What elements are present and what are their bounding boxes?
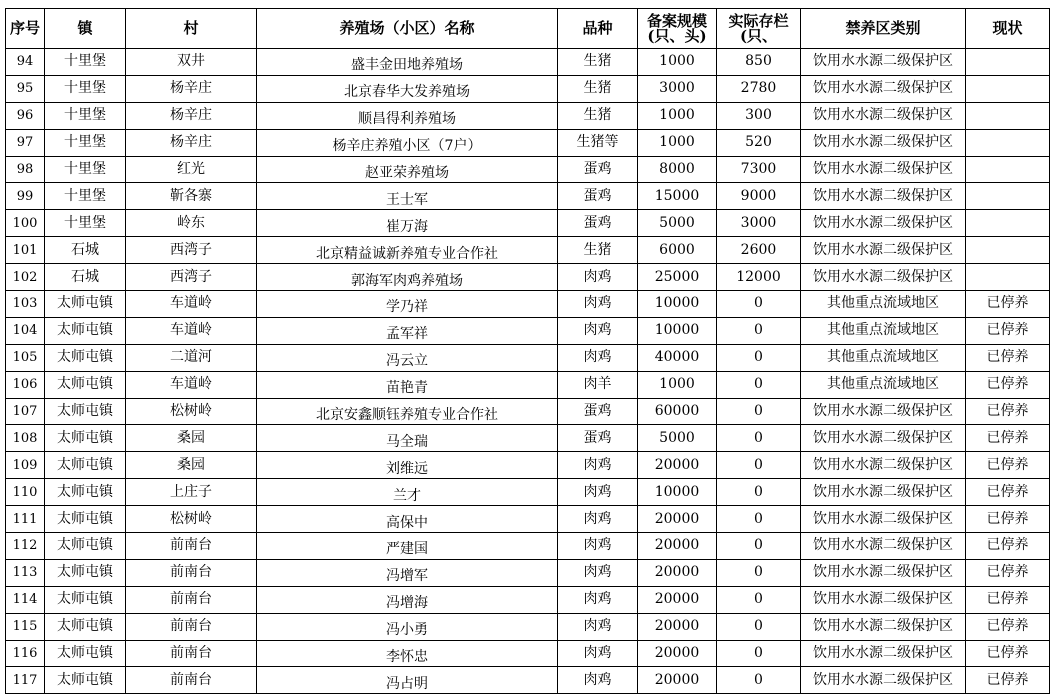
cell-town: 太师屯镇: [45, 667, 126, 694]
cell-farm-name: [257, 129, 558, 156]
cell-town: 太师屯镇: [45, 371, 126, 398]
cell-registered-scale: 20000: [638, 452, 717, 479]
cell-registered-scale: 20000: [638, 667, 717, 694]
cell-actual-stock: 0: [717, 452, 801, 479]
cell-status: 已停养: [966, 317, 1050, 344]
farm-name-text: 崔万海: [386, 218, 428, 235]
table-row: [6, 479, 1050, 506]
cell-town: 太师屯镇: [45, 613, 126, 640]
cell-town: 石城: [45, 237, 126, 264]
cell-registered-scale: 1000: [638, 129, 717, 156]
cell-village: 前南台: [126, 559, 257, 586]
cell-registered-scale: 1000: [638, 371, 717, 398]
cell-no: 100: [6, 210, 45, 237]
cell-town: 太师屯镇: [45, 317, 126, 344]
cell-zone-type: 其他重点流域地区: [801, 344, 966, 371]
cell-town: 太师屯镇: [45, 506, 126, 533]
cell-village: 靳各寨: [126, 183, 257, 210]
cell-farm-name: [257, 156, 558, 183]
cell-registered-scale: 20000: [638, 533, 717, 560]
cell-village: 杨辛庄: [126, 129, 257, 156]
cell-actual-stock: 0: [717, 371, 801, 398]
cell-breed: 肉鸡: [558, 291, 638, 318]
cell-status: 已停养: [966, 479, 1050, 506]
cell-town: 十里堡: [45, 75, 126, 102]
table-row: [6, 75, 1050, 102]
cell-breed: 肉鸡: [558, 506, 638, 533]
header-village: 村: [126, 9, 257, 49]
table-row: [6, 317, 1050, 344]
cell-town: 太师屯镇: [45, 533, 126, 560]
farm-name-text: 刘维远: [386, 460, 428, 477]
cell-town: 十里堡: [45, 183, 126, 210]
farm-name-text: 冯增军: [386, 568, 428, 585]
cell-actual-stock: 7300: [717, 156, 801, 183]
header-row: [6, 9, 1050, 49]
cell-farm-name: [257, 425, 558, 452]
cell-no: 112: [6, 533, 45, 560]
farm-name-text: 兰才: [393, 487, 421, 504]
cell-town: 十里堡: [45, 210, 126, 237]
table-body: [6, 49, 1050, 694]
cell-farm-name: [257, 291, 558, 318]
header-registered-scale-line1: 备案规模: [646, 11, 707, 30]
cell-breed: 肉羊: [558, 371, 638, 398]
cell-actual-stock: 850: [717, 49, 801, 76]
cell-no: 117: [6, 667, 45, 694]
cell-farm-name: [257, 479, 558, 506]
cell-no: 110: [6, 479, 45, 506]
farm-name-text: 马全瑞: [386, 433, 428, 450]
cell-actual-stock: 0: [717, 291, 801, 318]
table-row: [6, 49, 1050, 76]
cell-farm-name: [257, 237, 558, 264]
farm-name-text: 王士军: [386, 191, 428, 208]
cell-town: 十里堡: [45, 102, 126, 129]
cell-status: 已停养: [966, 506, 1050, 533]
cell-breed: 肉鸡: [558, 640, 638, 667]
farm-name-text: 孟军祥: [386, 326, 428, 343]
table-row: [6, 425, 1050, 452]
cell-town: 太师屯镇: [45, 398, 126, 425]
cell-breed: 肉鸡: [558, 533, 638, 560]
table-row: [6, 506, 1050, 533]
cell-no: 103: [6, 291, 45, 318]
cell-zone-type: 其他重点流域地区: [801, 317, 966, 344]
cell-zone-type: 饮用水水源二级保护区: [801, 425, 966, 452]
cell-registered-scale: 1000: [638, 49, 717, 76]
farm-name-text: 学乃祥: [386, 299, 428, 316]
cell-status: 已停养: [966, 452, 1050, 479]
cell-village: 西湾子: [126, 237, 257, 264]
cell-status: 已停养: [966, 586, 1050, 613]
cell-no: 116: [6, 640, 45, 667]
cell-status: 已停养: [966, 344, 1050, 371]
table-row: [6, 452, 1050, 479]
cell-farm-name: [257, 371, 558, 398]
farm-name-text: 冯增海: [386, 595, 428, 612]
cell-village: 桑园: [126, 425, 257, 452]
cell-farm-name: [257, 183, 558, 210]
cell-village: 松树岭: [126, 398, 257, 425]
cell-no: 101: [6, 237, 45, 264]
cell-village: 岭东: [126, 210, 257, 237]
cell-village: 前南台: [126, 613, 257, 640]
cell-zone-type: 饮用水水源二级保护区: [801, 533, 966, 560]
cell-no: 108: [6, 425, 45, 452]
cell-farm-name: [257, 210, 558, 237]
farm-name-text: 冯云立: [386, 353, 428, 370]
cell-farm-name: [257, 344, 558, 371]
cell-zone-type: 饮用水水源二级保护区: [801, 129, 966, 156]
cell-zone-type: 饮用水水源二级保护区: [801, 479, 966, 506]
cell-breed: 肉鸡: [558, 452, 638, 479]
cell-zone-type: 饮用水水源二级保护区: [801, 398, 966, 425]
cell-status: 已停养: [966, 291, 1050, 318]
cell-town: 石城: [45, 264, 126, 291]
cell-actual-stock: 0: [717, 398, 801, 425]
table-row: [6, 102, 1050, 129]
cell-town: 太师屯镇: [45, 586, 126, 613]
table-row: [6, 667, 1050, 694]
cell-town: 太师屯镇: [45, 452, 126, 479]
cell-registered-scale: 8000: [638, 156, 717, 183]
cell-town: 太师屯镇: [45, 291, 126, 318]
cell-breed: 肉鸡: [558, 317, 638, 344]
cell-status: [966, 75, 1050, 102]
cell-zone-type: 饮用水水源二级保护区: [801, 667, 966, 694]
cell-registered-scale: 40000: [638, 344, 717, 371]
cell-village: 车道岭: [126, 317, 257, 344]
cell-registered-scale: 5000: [638, 210, 717, 237]
cell-town: 太师屯镇: [45, 344, 126, 371]
cell-no: 104: [6, 317, 45, 344]
cell-zone-type: 饮用水水源二级保护区: [801, 452, 966, 479]
farm-name-text: 顺昌得利养殖场: [358, 111, 456, 128]
cell-village: 车道岭: [126, 371, 257, 398]
cell-actual-stock: 0: [717, 479, 801, 506]
cell-breed: 肉鸡: [558, 559, 638, 586]
table-row: [6, 183, 1050, 210]
cell-town: 太师屯镇: [45, 640, 126, 667]
cell-breed: 肉鸡: [558, 613, 638, 640]
cell-registered-scale: 10000: [638, 291, 717, 318]
cell-zone-type: 饮用水水源二级保护区: [801, 75, 966, 102]
cell-farm-name: [257, 75, 558, 102]
cell-no: 113: [6, 559, 45, 586]
cell-zone-type: 其他重点流域地区: [801, 291, 966, 318]
cell-zone-type: 饮用水水源二级保护区: [801, 559, 966, 586]
cell-status: [966, 183, 1050, 210]
cell-zone-type: 其他重点流域地区: [801, 371, 966, 398]
cell-no: 99: [6, 183, 45, 210]
cell-zone-type: 饮用水水源二级保护区: [801, 156, 966, 183]
cell-registered-scale: 20000: [638, 640, 717, 667]
cell-town: 十里堡: [45, 129, 126, 156]
table-row: [6, 559, 1050, 586]
cell-farm-name: [257, 102, 558, 129]
cell-farm-name: [257, 613, 558, 640]
farm-name-text: 北京精益诚新养殖专业合作社: [316, 245, 498, 262]
cell-farm-name: [257, 667, 558, 694]
cell-zone-type: 饮用水水源二级保护区: [801, 613, 966, 640]
farm-name-text: 苗艳青: [386, 380, 428, 397]
cell-farm-name: [257, 640, 558, 667]
cell-no: 94: [6, 49, 45, 76]
cell-zone-type: 饮用水水源二级保护区: [801, 183, 966, 210]
livestock-farm-table: [5, 8, 1050, 694]
cell-village: 松树岭: [126, 506, 257, 533]
cell-registered-scale: 20000: [638, 559, 717, 586]
cell-zone-type: 饮用水水源二级保护区: [801, 102, 966, 129]
cell-status: 已停养: [966, 613, 1050, 640]
cell-zone-type: 饮用水水源二级保护区: [801, 49, 966, 76]
cell-no: 111: [6, 506, 45, 533]
cell-status: 已停养: [966, 559, 1050, 586]
farm-name-text: 北京安鑫顺钰养殖专业合作社: [316, 407, 498, 424]
cell-zone-type: 饮用水水源二级保护区: [801, 210, 966, 237]
cell-actual-stock: 12000: [717, 264, 801, 291]
farm-name-text: 高保中: [386, 514, 428, 531]
cell-zone-type: 饮用水水源二级保护区: [801, 586, 966, 613]
cell-status: [966, 264, 1050, 291]
header-zone-type: 禁养区类别: [801, 9, 966, 49]
farm-name-text: 冯占明: [386, 675, 428, 692]
cell-status: 已停养: [966, 640, 1050, 667]
cell-farm-name: [257, 559, 558, 586]
cell-breed: 生猪: [558, 49, 638, 76]
cell-farm-name: [257, 533, 558, 560]
cell-status: 已停养: [966, 371, 1050, 398]
header-actual-stock-line1: 实际存栏: [728, 11, 789, 30]
cell-status: 已停养: [966, 667, 1050, 694]
cell-village: 杨辛庄: [126, 75, 257, 102]
cell-status: 已停养: [966, 533, 1050, 560]
cell-no: 105: [6, 344, 45, 371]
cell-registered-scale: 1000: [638, 102, 717, 129]
farm-name-text: 北京春华大发养殖场: [344, 84, 470, 101]
cell-status: [966, 210, 1050, 237]
header-actual-stock-line2: (只、: [739, 26, 778, 45]
table-row: [6, 533, 1050, 560]
cell-status: [966, 129, 1050, 156]
cell-farm-name: [257, 506, 558, 533]
cell-town: 十里堡: [45, 156, 126, 183]
cell-registered-scale: 20000: [638, 506, 717, 533]
cell-registered-scale: 10000: [638, 317, 717, 344]
table-row: [6, 371, 1050, 398]
farm-name-text: 杨辛庄养殖小区（7户）: [332, 138, 482, 155]
cell-breed: 生猪: [558, 75, 638, 102]
cell-actual-stock: 2780: [717, 75, 801, 102]
table-row: [6, 156, 1050, 183]
cell-no: 107: [6, 398, 45, 425]
header-actual-stock: [717, 9, 801, 49]
cell-status: [966, 49, 1050, 76]
cell-breed: 生猪: [558, 102, 638, 129]
farm-name-text: 盛丰金田地养殖场: [351, 57, 463, 74]
cell-actual-stock: 0: [717, 344, 801, 371]
cell-actual-stock: 0: [717, 640, 801, 667]
cell-village: 二道河: [126, 344, 257, 371]
cell-registered-scale: 10000: [638, 479, 717, 506]
header-registered-scale-line2: (只、头): [647, 26, 707, 45]
cell-actual-stock: 0: [717, 559, 801, 586]
cell-registered-scale: 6000: [638, 237, 717, 264]
cell-no: 115: [6, 613, 45, 640]
table-row: [6, 344, 1050, 371]
cell-breed: 蛋鸡: [558, 156, 638, 183]
cell-breed: 生猪等: [558, 129, 638, 156]
cell-village: 桑园: [126, 452, 257, 479]
cell-registered-scale: 5000: [638, 425, 717, 452]
table-row: [6, 237, 1050, 264]
cell-breed: 蛋鸡: [558, 183, 638, 210]
cell-no: 96: [6, 102, 45, 129]
cell-village: 上庄子: [126, 479, 257, 506]
cell-no: 95: [6, 75, 45, 102]
cell-village: 前南台: [126, 640, 257, 667]
cell-registered-scale: 20000: [638, 586, 717, 613]
farm-name-text: 冯小勇: [386, 622, 428, 639]
cell-actual-stock: 2600: [717, 237, 801, 264]
cell-village: 双井: [126, 49, 257, 76]
cell-actual-stock: 0: [717, 533, 801, 560]
cell-breed: 肉鸡: [558, 264, 638, 291]
table-row: [6, 129, 1050, 156]
cell-breed: 蛋鸡: [558, 210, 638, 237]
cell-actual-stock: 0: [717, 613, 801, 640]
cell-village: 前南台: [126, 667, 257, 694]
cell-status: 已停养: [966, 425, 1050, 452]
cell-farm-name: [257, 452, 558, 479]
cell-actual-stock: 300: [717, 102, 801, 129]
cell-status: [966, 102, 1050, 129]
cell-farm-name: [257, 398, 558, 425]
cell-no: 106: [6, 371, 45, 398]
cell-town: 太师屯镇: [45, 559, 126, 586]
cell-village: 杨辛庄: [126, 102, 257, 129]
cell-actual-stock: 0: [717, 425, 801, 452]
table-row: [6, 613, 1050, 640]
cell-status: [966, 156, 1050, 183]
cell-registered-scale: 60000: [638, 398, 717, 425]
cell-breed: 蛋鸡: [558, 398, 638, 425]
cell-actual-stock: 0: [717, 667, 801, 694]
cell-farm-name: [257, 586, 558, 613]
cell-no: 102: [6, 264, 45, 291]
cell-no: 109: [6, 452, 45, 479]
cell-zone-type: 饮用水水源二级保护区: [801, 237, 966, 264]
table-row: [6, 264, 1050, 291]
cell-village: 车道岭: [126, 291, 257, 318]
cell-farm-name: [257, 264, 558, 291]
cell-registered-scale: 15000: [638, 183, 717, 210]
cell-registered-scale: 20000: [638, 613, 717, 640]
cell-registered-scale: 25000: [638, 264, 717, 291]
cell-breed: 肉鸡: [558, 586, 638, 613]
cell-village: 红光: [126, 156, 257, 183]
farm-name-text: 郭海军肉鸡养殖场: [351, 272, 463, 289]
header-registered-scale: [638, 9, 717, 49]
farm-name-text: 赵亚荣养殖场: [365, 165, 449, 181]
cell-actual-stock: 0: [717, 586, 801, 613]
cell-no: 97: [6, 129, 45, 156]
cell-town: 太师屯镇: [45, 425, 126, 452]
cell-village: 西湾子: [126, 264, 257, 291]
table-row: [6, 398, 1050, 425]
cell-actual-stock: 3000: [717, 210, 801, 237]
cell-actual-stock: 520: [717, 129, 801, 156]
cell-status: [966, 237, 1050, 264]
table-row: [6, 640, 1050, 667]
cell-zone-type: 饮用水水源二级保护区: [801, 640, 966, 667]
cell-actual-stock: 0: [717, 506, 801, 533]
farm-name-text: 严建国: [386, 541, 428, 558]
cell-village: 前南台: [126, 586, 257, 613]
cell-breed: 肉鸡: [558, 344, 638, 371]
cell-actual-stock: 0: [717, 317, 801, 344]
cell-registered-scale: 3000: [638, 75, 717, 102]
header-no: 序号: [6, 9, 45, 49]
header-breed: 品种: [558, 9, 638, 49]
cell-no: 98: [6, 156, 45, 183]
cell-zone-type: 饮用水水源二级保护区: [801, 506, 966, 533]
cell-farm-name: [257, 49, 558, 76]
cell-breed: 肉鸡: [558, 667, 638, 694]
cell-breed: 生猪: [558, 237, 638, 264]
farm-name-text: 李怀忠: [386, 649, 428, 666]
cell-town: 太师屯镇: [45, 479, 126, 506]
cell-actual-stock: 9000: [717, 183, 801, 210]
table-row: [6, 291, 1050, 318]
table-row: [6, 210, 1050, 237]
cell-town: 十里堡: [45, 49, 126, 76]
header-town: 镇: [45, 9, 126, 49]
cell-breed: 肉鸡: [558, 479, 638, 506]
header-status: 现状: [966, 9, 1050, 49]
cell-zone-type: 饮用水水源二级保护区: [801, 264, 966, 291]
cell-no: 114: [6, 586, 45, 613]
header-farm-name: 养殖场（小区）名称: [257, 9, 558, 49]
cell-breed: 蛋鸡: [558, 425, 638, 452]
cell-farm-name: [257, 317, 558, 344]
cell-status: 已停养: [966, 398, 1050, 425]
table-row: [6, 586, 1050, 613]
cell-village: 前南台: [126, 533, 257, 560]
